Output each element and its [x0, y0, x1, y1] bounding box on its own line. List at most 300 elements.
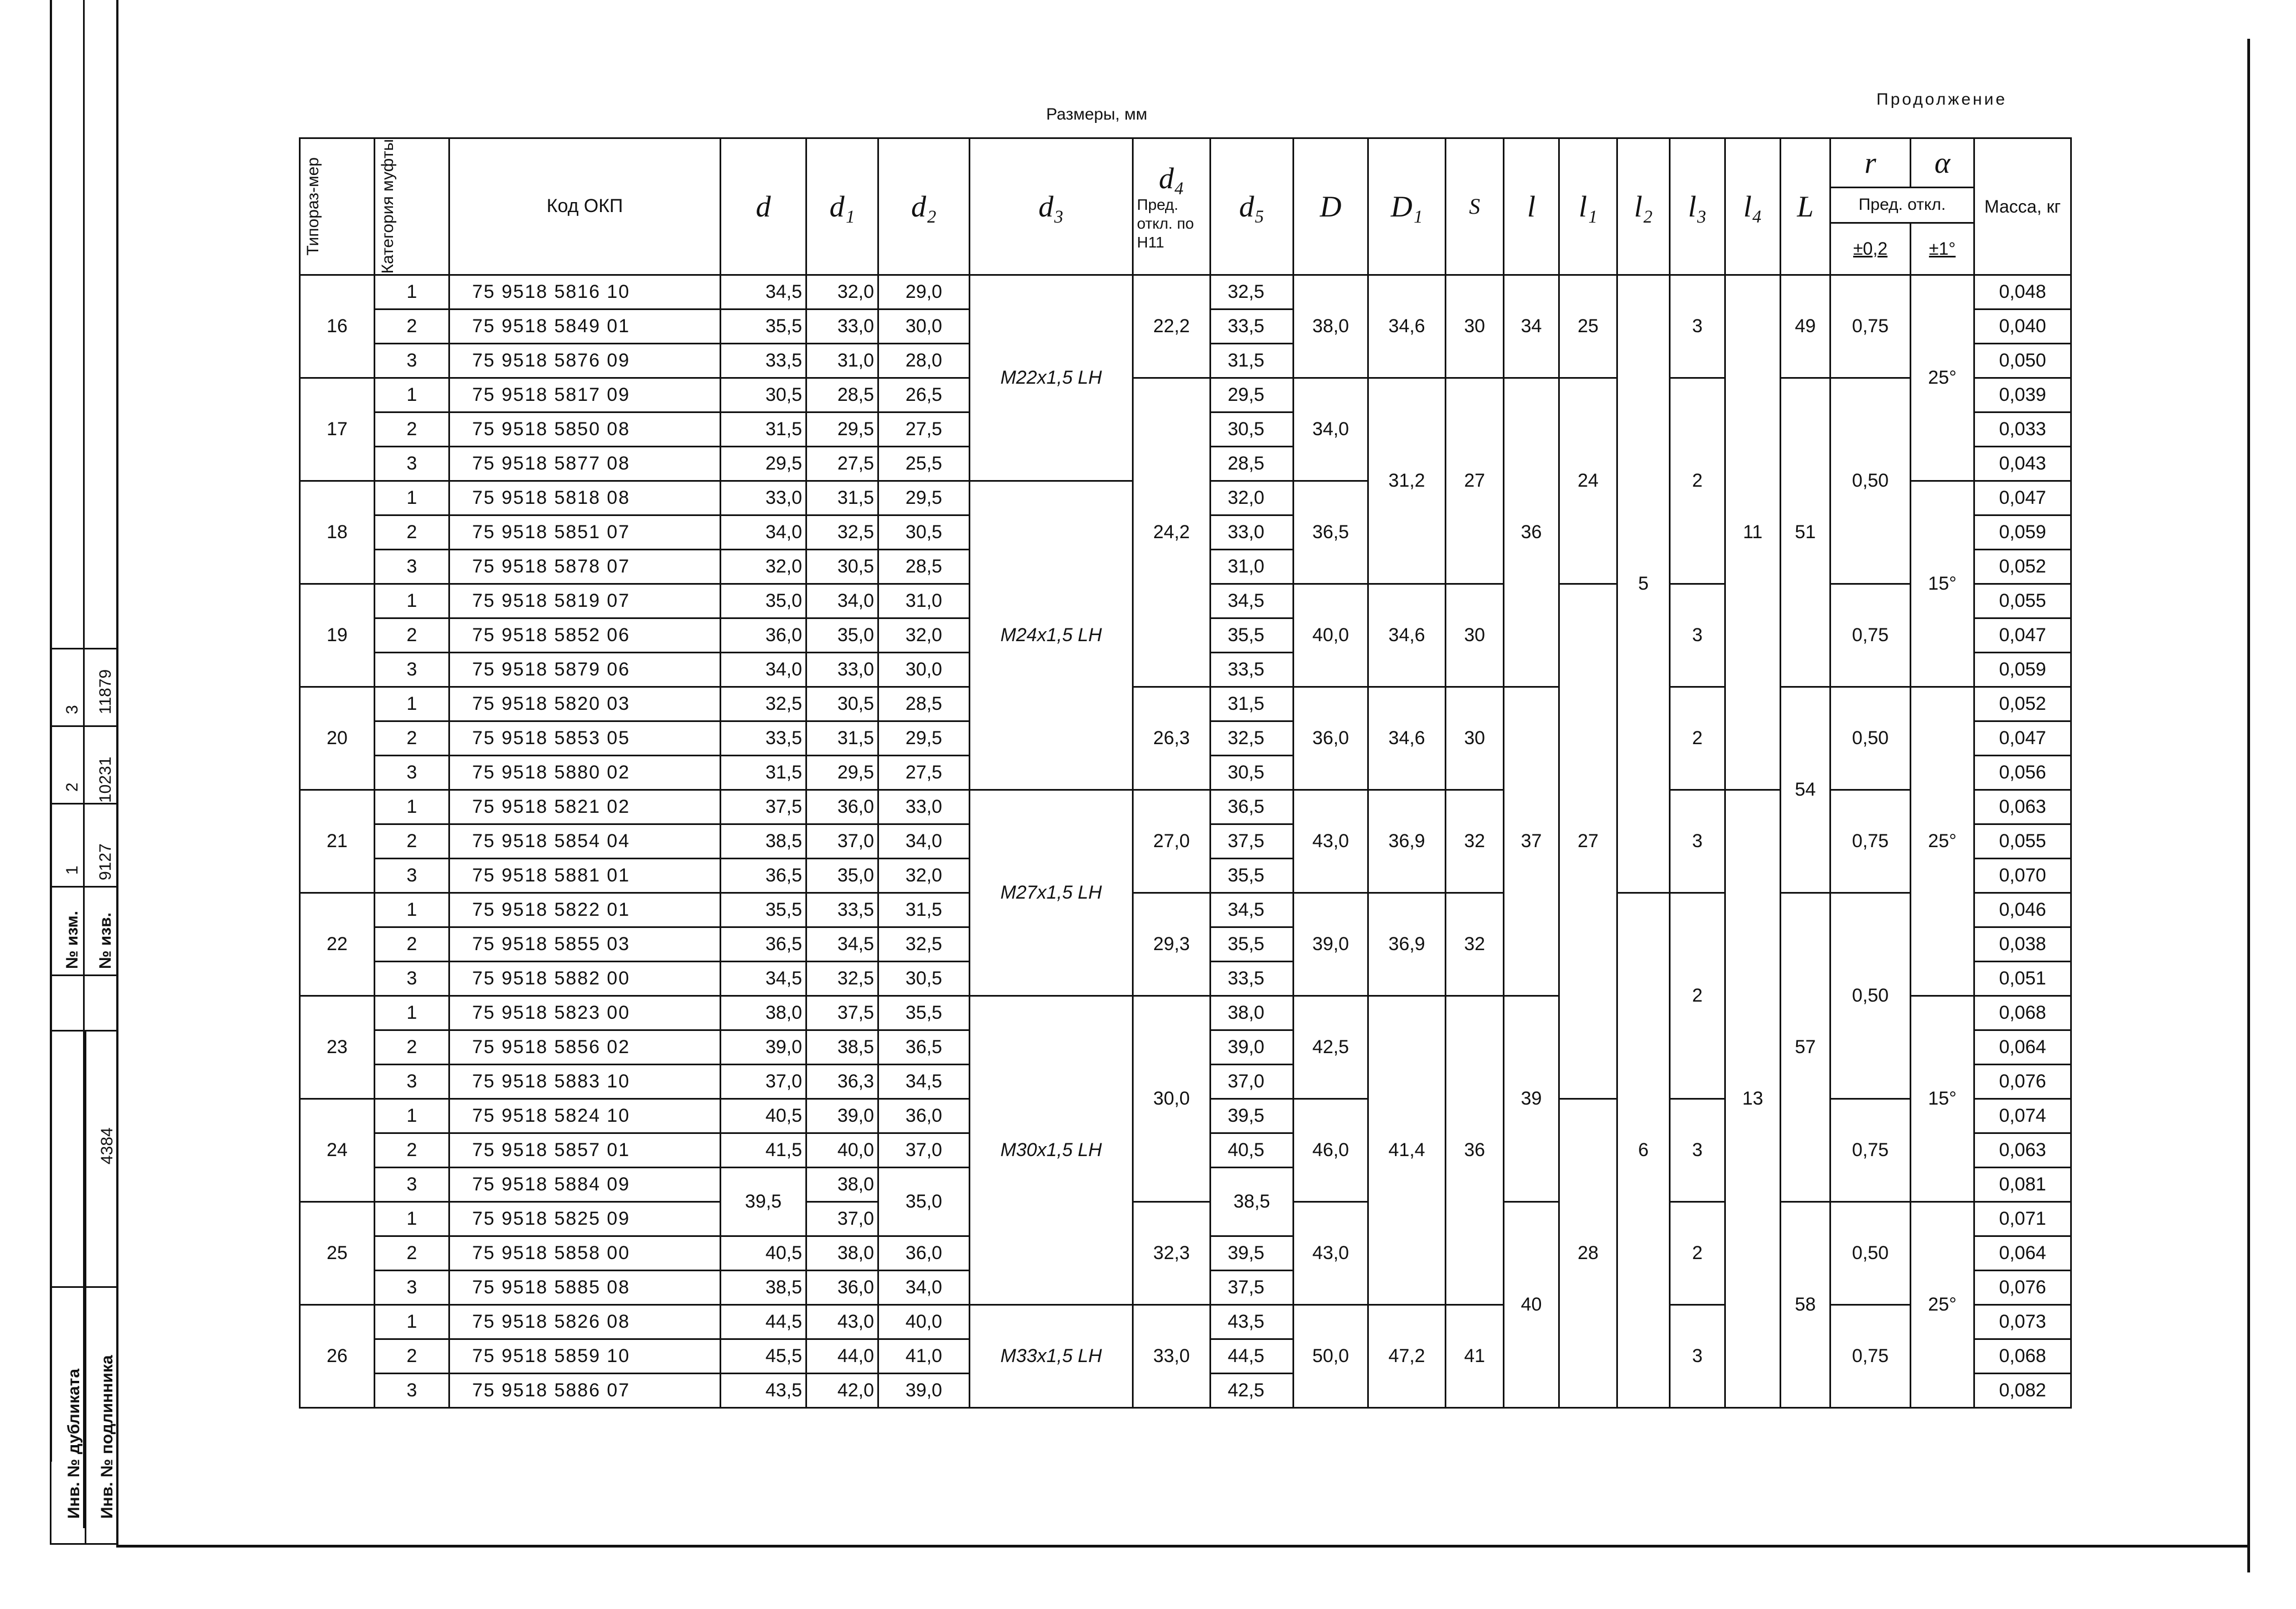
cell-category: 2 [375, 309, 449, 343]
cell-l1: 25 [1559, 275, 1617, 378]
cell-d4: 24,2 [1133, 378, 1211, 687]
header-l1: l₁ [1559, 138, 1617, 275]
cell-d2: 36,5 [878, 1030, 970, 1064]
cell-category: 1 [375, 996, 449, 1030]
cell-d: 32,0 [721, 549, 806, 584]
cell-r: 0,75 [1830, 584, 1911, 687]
cell-category: 2 [375, 1030, 449, 1064]
cell-d5: 30,5 [1211, 412, 1294, 446]
cell-mass: 0,063 [1974, 1133, 2071, 1167]
cell-d5: 32,0 [1211, 481, 1294, 515]
cell-d: 36,5 [721, 927, 806, 961]
cell-d: 29,5 [721, 446, 806, 481]
cell-d1: 38,0 [806, 1236, 878, 1270]
cell-category: 2 [375, 618, 449, 652]
cell-size: 16 [300, 275, 375, 378]
cell-d: 46,0 [1294, 1099, 1368, 1201]
cell-category: 2 [375, 1236, 449, 1270]
stamp-izv-2: 10231 [96, 756, 115, 803]
cell-d: 35,0 [721, 584, 806, 618]
cell-d: 44,5 [721, 1304, 806, 1339]
cell-d: 36,0 [721, 618, 806, 652]
cell-mass: 0,064 [1974, 1236, 2071, 1270]
cell-category: 1 [375, 1304, 449, 1339]
cell-l: 51 [1781, 378, 1830, 687]
cell-d1: 34,6 [1368, 687, 1446, 790]
stamp-col-1: 3 [63, 705, 81, 714]
cell-d2: 27,5 [878, 755, 970, 790]
inv-number: 4384 [98, 1127, 116, 1164]
cell-r: 0,50 [1830, 893, 1911, 1099]
cell-alpha: 25° [1911, 1201, 1974, 1407]
cell-category: 3 [375, 652, 449, 687]
cell-d2: 31,0 [878, 584, 970, 618]
cell-s: 30 [1446, 584, 1504, 687]
cell-mass: 0,040 [1974, 309, 2071, 343]
cell-d2: 39,0 [878, 1373, 970, 1407]
cell-d: 32,5 [721, 687, 806, 721]
cell-d1: 32,5 [806, 515, 878, 549]
cell-okp: 75 9518 5853 05 [449, 721, 721, 755]
cell-okp: 75 9518 5881 01 [449, 858, 721, 893]
cell-d1: 34,5 [806, 927, 878, 961]
cell-d1: 30,5 [806, 687, 878, 721]
cell-category: 2 [375, 824, 449, 858]
cell-okp: 75 9518 5878 07 [449, 549, 721, 584]
cell-size: 19 [300, 584, 375, 687]
cell-d5: 35,5 [1211, 927, 1294, 961]
stamp-divider [50, 725, 118, 727]
cell-mass: 0,047 [1974, 618, 2071, 652]
cell-l2: 5 [1617, 275, 1670, 893]
cell-d1: 36,3 [806, 1064, 878, 1099]
cell-mass: 0,043 [1974, 446, 2071, 481]
cell-mass: 0,052 [1974, 549, 2071, 584]
stamp-divider [50, 974, 118, 976]
cell-okp: 75 9518 5826 08 [449, 1304, 721, 1339]
cell-category: 1 [375, 275, 449, 309]
cell-l1: 24 [1559, 378, 1617, 584]
dub-label: Инв. № дубликата [65, 1368, 83, 1519]
cell-d2: 30,0 [878, 309, 970, 343]
cell-d2: 29,5 [878, 481, 970, 515]
cell-d5: 34,5 [1211, 893, 1294, 927]
cell-d: 34,5 [721, 961, 806, 996]
cell-mass: 0,047 [1974, 721, 2071, 755]
cell-d2: 31,5 [878, 893, 970, 927]
cell-mass: 0,059 [1974, 652, 2071, 687]
cell-d3: M27x1,5 LH [970, 790, 1133, 996]
cell-d: 50,0 [1294, 1304, 1368, 1407]
cell-d5: 38,5 [1211, 1167, 1294, 1236]
cell-l3: 2 [1670, 1201, 1725, 1304]
cell-l3: 3 [1670, 275, 1725, 378]
cell-okp: 75 9518 5879 06 [449, 652, 721, 687]
header-S: S [1446, 138, 1504, 275]
cell-d4: 22,2 [1133, 275, 1211, 378]
table-header [300, 138, 2071, 188]
cell-category: 3 [375, 1064, 449, 1099]
cell-mass: 0,059 [1974, 515, 2071, 549]
cell-l3: 3 [1670, 1304, 1725, 1407]
cell-s: 27 [1446, 378, 1504, 584]
header-d: d [721, 138, 806, 275]
stamp-divider [50, 803, 118, 804]
cell-d2: 32,0 [878, 858, 970, 893]
cell-d: 34,0 [721, 515, 806, 549]
cell-d5: 31,5 [1211, 343, 1294, 378]
header-d4 [1133, 138, 1211, 275]
cell-okp: 75 9518 5823 00 [449, 996, 721, 1030]
cell-d: 36,5 [1294, 481, 1368, 584]
cell-d5: 35,5 [1211, 858, 1294, 893]
frame-line-right [2247, 39, 2250, 1572]
cell-okp: 75 9518 5849 01 [449, 309, 721, 343]
header-tolerance: Пред. откл. [1830, 187, 1974, 223]
cell-l3: 2 [1670, 378, 1725, 584]
cell-d2: 35,5 [878, 996, 970, 1030]
cell-d: 31,5 [721, 412, 806, 446]
cell-d: 37,0 [721, 1064, 806, 1099]
cell-category: 2 [375, 1339, 449, 1373]
cell-d: 36,5 [721, 858, 806, 893]
cell-r: 0,50 [1830, 378, 1911, 584]
stamp-izv-1: 9127 [96, 843, 115, 880]
cell-r: 0,75 [1830, 275, 1911, 378]
cell-mass: 0,033 [1974, 412, 2071, 446]
cell-category: 1 [375, 790, 449, 824]
cell-d5: 29,5 [1211, 378, 1294, 412]
cell-alpha: 15° [1911, 996, 1974, 1201]
cell-mass: 0,074 [1974, 1099, 2071, 1133]
cell-size: 24 [300, 1099, 375, 1201]
cell-s: 32 [1446, 893, 1504, 996]
cell-mass: 0,071 [1974, 1201, 2071, 1236]
cell-l3: 2 [1670, 893, 1725, 1099]
podl-label: Инв. № подлинника [98, 1355, 116, 1519]
cell-okp: 75 9518 5824 10 [449, 1099, 721, 1133]
cell-size: 22 [300, 893, 375, 996]
cell-d4: 29,3 [1133, 893, 1211, 996]
cell-d2: 29,0 [878, 275, 970, 309]
cell-d: 30,5 [721, 378, 806, 412]
cell-r: 0,75 [1830, 1099, 1911, 1201]
stamp-divider [50, 648, 118, 649]
cell-d: 39,0 [1294, 893, 1368, 996]
cell-mass: 0,068 [1974, 996, 2071, 1030]
cell-mass: 0,081 [1974, 1167, 2071, 1201]
header-r: r [1830, 138, 1911, 188]
cell-d2: 36,0 [878, 1099, 970, 1133]
header-size: Типораз-мер [300, 138, 375, 275]
header-l2: l₂ [1617, 138, 1670, 275]
header-l4: l₄ [1725, 138, 1781, 275]
cell-mass: 0,076 [1974, 1064, 2071, 1099]
cell-okp: 75 9518 5817 09 [449, 378, 721, 412]
cell-d: 34,0 [1294, 378, 1368, 481]
cell-okp: 75 9518 5885 08 [449, 1270, 721, 1304]
cell-s: 30 [1446, 687, 1504, 790]
cell-d3: M33x1,5 LH [970, 1304, 1133, 1407]
cell-okp: 75 9518 5882 00 [449, 961, 721, 996]
cell-mass: 0,055 [1974, 584, 2071, 618]
cell-d2: 34,5 [878, 1064, 970, 1099]
cell-d2: 28,0 [878, 343, 970, 378]
cell-d2: 33,0 [878, 790, 970, 824]
cell-category: 1 [375, 1201, 449, 1236]
cell-d1: 33,0 [806, 652, 878, 687]
cell-category: 1 [375, 1099, 449, 1133]
cell-d1: 43,0 [806, 1304, 878, 1339]
cell-l4: 11 [1725, 275, 1781, 790]
cell-l: 37 [1504, 687, 1559, 996]
cell-okp: 75 9518 5821 02 [449, 790, 721, 824]
cell-d1: 34,6 [1368, 275, 1446, 378]
cell-okp: 75 9518 5857 01 [449, 1133, 721, 1167]
header-l: l [1504, 138, 1559, 275]
cell-category: 3 [375, 1373, 449, 1407]
cell-d4: 32,3 [1133, 1201, 1211, 1304]
cell-d: 33,5 [721, 721, 806, 755]
cell-d: 34,0 [721, 652, 806, 687]
cell-l3: 2 [1670, 687, 1725, 790]
cell-d: 31,5 [721, 755, 806, 790]
cell-d: 40,0 [1294, 584, 1368, 687]
header-r-tol: ±0,2 [1830, 223, 1911, 275]
cell-d3: M30x1,5 LH [970, 996, 1133, 1304]
cell-mass: 0,051 [1974, 961, 2071, 996]
header-d4-note: Пред. откл. по H11 [1137, 195, 1194, 251]
cell-d2: 30,5 [878, 515, 970, 549]
cell-d5: 33,5 [1211, 309, 1294, 343]
cell-d3: M22x1,5 LH [970, 275, 1133, 481]
cell-d5: 38,0 [1211, 996, 1294, 1030]
cell-d2: 40,0 [878, 1304, 970, 1339]
cell-d1: 31,0 [806, 343, 878, 378]
cell-category: 2 [375, 927, 449, 961]
cell-category: 2 [375, 412, 449, 446]
cell-okp: 75 9518 5851 07 [449, 515, 721, 549]
cell-category: 2 [375, 721, 449, 755]
header-D: D [1294, 138, 1368, 275]
cell-d1: 38,5 [806, 1030, 878, 1064]
cell-r: 0,75 [1830, 1304, 1911, 1407]
cell-d2: 34,0 [878, 1270, 970, 1304]
stamp-divider [51, 1286, 117, 1288]
cell-okp: 75 9518 5876 09 [449, 343, 721, 378]
header-mass: Масса, кг [1974, 138, 2071, 275]
cell-d: 39,5 [721, 1167, 806, 1236]
cell-d: 38,0 [1294, 275, 1368, 378]
frame-line-bottom [116, 1545, 2250, 1548]
cell-d1: 37,5 [806, 996, 878, 1030]
cell-d: 45,5 [721, 1339, 806, 1373]
cell-l: 40 [1504, 1201, 1559, 1407]
cell-d1: 36,9 [1368, 893, 1446, 996]
revision-stamp [50, 0, 118, 997]
header-L: L [1781, 138, 1830, 275]
header-d2: d₂ [878, 138, 970, 275]
cell-mass: 0,068 [1974, 1339, 2071, 1373]
table-row [300, 1201, 2071, 1236]
cell-d5: 39,0 [1211, 1030, 1294, 1064]
cell-d2: 35,0 [878, 1167, 970, 1236]
cell-d5: 34,5 [1211, 584, 1294, 618]
header-d4-symbol: d₄ [1159, 161, 1185, 195]
cell-category: 2 [375, 1133, 449, 1167]
cell-d1: 31,2 [1368, 378, 1446, 584]
header-D1: D₁ [1368, 138, 1446, 275]
cell-d5: 37,5 [1211, 1270, 1294, 1304]
cell-d: 38,5 [721, 1270, 806, 1304]
cell-d: 34,5 [721, 275, 806, 309]
cell-d2: 25,5 [878, 446, 970, 481]
cell-d: 35,5 [721, 893, 806, 927]
cell-d5: 28,5 [1211, 446, 1294, 481]
cell-d2: 36,0 [878, 1236, 970, 1270]
cell-s: 30 [1446, 275, 1504, 378]
header-alpha-tol: ±1° [1911, 223, 1974, 275]
cell-category: 1 [375, 378, 449, 412]
cell-d5: 35,5 [1211, 618, 1294, 652]
cell-d5: 33,5 [1211, 961, 1294, 996]
cell-d3: M24x1,5 LH [970, 481, 1133, 790]
stamp-col-2: 2 [63, 782, 81, 792]
caption-continue: Продолжение [1876, 90, 2008, 109]
table-row [300, 275, 2071, 309]
cell-size: 26 [300, 1304, 375, 1407]
cell-d2: 29,5 [878, 721, 970, 755]
cell-l: 34 [1504, 275, 1559, 378]
cell-d: 40,5 [721, 1099, 806, 1133]
stamp-izv-3: 11879 [96, 669, 115, 714]
cell-mass: 0,038 [1974, 927, 2071, 961]
cell-category: 3 [375, 755, 449, 790]
cell-d1: 37,0 [806, 1201, 878, 1236]
stamp-divider [50, 886, 118, 888]
cell-okp: 75 9518 5880 02 [449, 755, 721, 790]
cell-d5: 32,5 [1211, 275, 1294, 309]
cell-okp: 75 9518 5877 08 [449, 446, 721, 481]
cell-okp: 75 9518 5816 10 [449, 275, 721, 309]
cell-size: 21 [300, 790, 375, 893]
dimensions-table [299, 137, 2072, 1409]
cell-l: 36 [1504, 378, 1559, 687]
cell-d: 35,5 [721, 309, 806, 343]
cell-d1: 37,0 [806, 824, 878, 858]
cell-size: 17 [300, 378, 375, 481]
cell-d1: 39,0 [806, 1099, 878, 1133]
cell-category: 1 [375, 481, 449, 515]
cell-d: 43,5 [721, 1373, 806, 1407]
cell-l: 54 [1781, 687, 1830, 893]
inventory-stamp [50, 1030, 118, 1545]
header-d1: d₁ [806, 138, 878, 275]
cell-mass: 0,076 [1974, 1270, 2071, 1304]
stamp-izm-label: № изм. [63, 911, 81, 969]
cell-l3: 3 [1670, 584, 1725, 687]
cell-d5: 33,5 [1211, 652, 1294, 687]
cell-d4: 26,3 [1133, 687, 1211, 790]
cell-okp: 75 9518 5854 04 [449, 824, 721, 858]
cell-mass: 0,047 [1974, 481, 2071, 515]
cell-d1: 40,0 [806, 1133, 878, 1167]
cell-d4: 27,0 [1133, 790, 1211, 893]
cell-d2: 32,5 [878, 927, 970, 961]
table-row [300, 378, 2071, 412]
cell-d5: 32,5 [1211, 721, 1294, 755]
cell-d1: 34,6 [1368, 584, 1446, 687]
cell-d5: 39,5 [1211, 1099, 1294, 1133]
cell-d: 42,5 [1294, 996, 1368, 1099]
cell-okp: 75 9518 5859 10 [449, 1339, 721, 1373]
stamp-col-3: 1 [63, 865, 81, 875]
cell-d5: 37,0 [1211, 1064, 1294, 1099]
header-okp: Код ОКП [449, 138, 721, 275]
cell-category: 1 [375, 687, 449, 721]
cell-okp: 75 9518 5886 07 [449, 1373, 721, 1407]
cell-l: 49 [1781, 275, 1830, 378]
cell-d2: 34,0 [878, 824, 970, 858]
cell-d1: 34,0 [806, 584, 878, 618]
cell-d1: 35,0 [806, 618, 878, 652]
cell-d1: 33,0 [806, 309, 878, 343]
cell-mass: 0,050 [1974, 343, 2071, 378]
cell-d2: 32,0 [878, 618, 970, 652]
cell-okp: 75 9518 5850 08 [449, 412, 721, 446]
cell-d2: 37,0 [878, 1133, 970, 1167]
cell-d1: 36,9 [1368, 790, 1446, 893]
header-category: Категория муфты [375, 138, 449, 275]
cell-l3: 3 [1670, 790, 1725, 893]
cell-d: 33,0 [721, 481, 806, 515]
cell-category: 3 [375, 446, 449, 481]
cell-l: 57 [1781, 893, 1830, 1201]
cell-d: 36,0 [1294, 687, 1368, 790]
cell-d1: 38,0 [806, 1167, 878, 1201]
cell-d1: 44,0 [806, 1339, 878, 1373]
cell-mass: 0,048 [1974, 275, 2071, 309]
cell-d4: 33,0 [1133, 1304, 1211, 1407]
cell-d: 43,0 [1294, 1201, 1368, 1304]
cell-d2: 26,5 [878, 378, 970, 412]
caption-sizes: Размеры, мм [1046, 105, 1147, 123]
cell-d1: 29,5 [806, 412, 878, 446]
cell-size: 18 [300, 481, 375, 584]
cell-d2: 28,5 [878, 687, 970, 721]
cell-size: 23 [300, 996, 375, 1099]
cell-d1: 42,0 [806, 1373, 878, 1407]
cell-size: 20 [300, 687, 375, 790]
cell-d1: 47,2 [1368, 1304, 1446, 1407]
cell-d1: 30,5 [806, 549, 878, 584]
cell-category: 3 [375, 1167, 449, 1201]
cell-d5: 39,5 [1211, 1236, 1294, 1270]
cell-d1: 32,5 [806, 961, 878, 996]
cell-l1: 28 [1559, 1099, 1617, 1407]
cell-d5: 30,5 [1211, 755, 1294, 790]
cell-category: 3 [375, 858, 449, 893]
cell-d2: 30,5 [878, 961, 970, 996]
cell-mass: 0,082 [1974, 1373, 2071, 1407]
cell-d2: 41,0 [878, 1339, 970, 1373]
cell-category: 3 [375, 549, 449, 584]
table-body [300, 275, 2071, 1407]
cell-okp: 75 9518 5852 06 [449, 618, 721, 652]
cell-l1: 27 [1559, 584, 1617, 1099]
cell-d5: 44,5 [1211, 1339, 1294, 1373]
cell-okp: 75 9518 5819 07 [449, 584, 721, 618]
